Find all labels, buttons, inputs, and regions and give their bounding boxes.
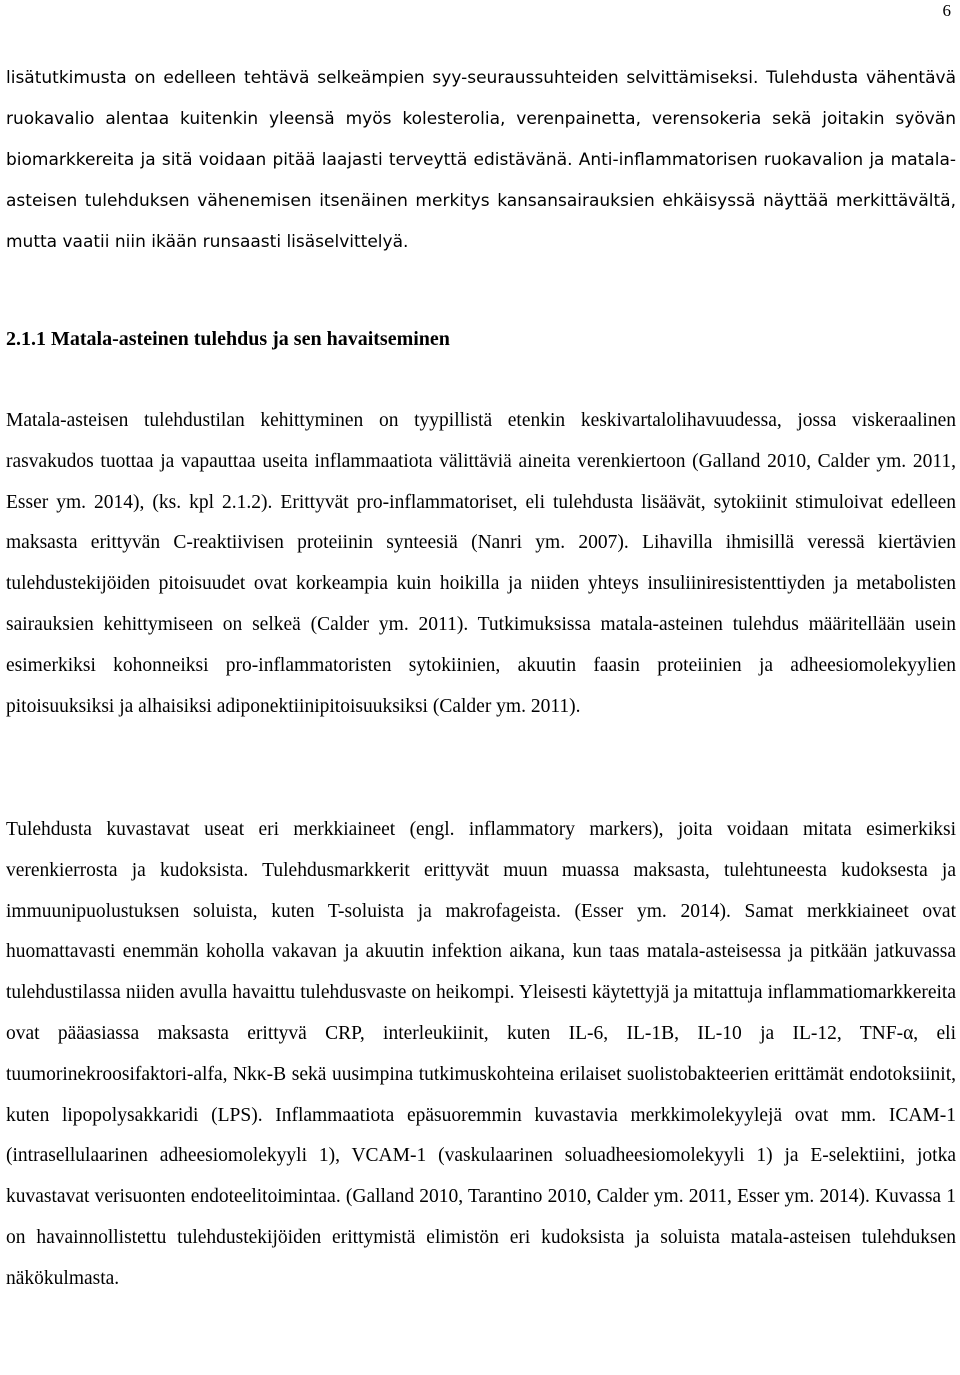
paragraph-inflammatory-markers: Tulehdusta kuvastavat useat eri merkkiaineet (engl. inflammatory markers), joita voidaan mitata esimerkiksi verenkierrosta ja kudoksista. Tulehdusmarkkerit erittyvät muun muassa maksasta, tulehtuneesta kudoksesta ja immuunipuolustuksen soluista, kuten T-soluista ja makrofageista. (Esser ym. 2014). Samat merkkiaineet ovat huomattavasti enemmän koholla vakavan ja akuutin infektion aikana, kun taas matala-asteisessa ja pitkään jatkuvassa tulehdustilassa niiden avulla havaittu tulehdusvaste on heikompi. Yleisesti käytettyjä ja mitattuja inflammatiomarkkereita ovat pääasiassa maksasta erittyvä CRP, interleukiinit, kuten IL-6, IL-1B, IL-10 ja IL-12, TNF-α, eli tuumorinekroosifaktori-alfa, Nkκ-B sekä uusimpina tutkimuskohteina erilaiset suolistobakteerien erittämät endotoksiinit, kuten lipopolysakkaridi (LPS). Inflammaatiota epäsuoremmin kuvastavia merkkimolekyylejä ovat mm. ICAM-1 (intrasellulaarinen adheesiomolekyyli 1), VCAM-1 (vaskulaarinen soluadheesiomolekyyli 1) ja E-selektiini, jotka kuvastavat verisuonten endoteelitoimintaa. (Galland 2010, Tarantino 2010, Calder ym. 2011, Esser ym. 2014). Kuvassa 1 on havainnollistettu tulehdustekijöiden erittymistä elimistön eri kudoksista ja soluista matala-asteisen tulehduksen näkökulmasta.: [6, 819, 956, 1289]
page-number: 6: [942, 1, 951, 20]
paragraph-intro: lisätutkimusta on edelleen tehtävä selkeämpien syy-seuraussuhteiden selvittämiseksi. Tulehdusta vähentävä ruokavalio alentaa kuitenkin yleensä myös kolesterolia, verenpainetta, verensokeria sekä joitakin syövän biomarkkereita ja sitä voidaan pitää laajasti terveyttä edistävänä. Anti-inflammatorisen ruokavalion ja matala-asteisen tulehduksen vähenemisen itsenäinen merkitys kansansairauksien ehkäisyssä näyttää merkittävältä, mutta vaatii niin ikään runsaasti lisäselvittelyä.: [6, 68, 956, 252]
paragraph-low-grade-inflammation: Matala-asteisen tulehdustilan kehittyminen on tyypillistä etenkin keskivartalolihavuudessa, jossa viskeraalinen rasvakudos tuottaa ja vapauttaa useita inflammaatiota välittäviä aineita verenkiertoon (Galland 2010, Calder ym. 2011, Esser ym. 2014), (ks. kpl 2.1.2). Erittyvät pro-inflammatoriset, eli tulehdusta lisäävät, sytokiinit stimuloivat edelleen maksasta erittyvän C-reaktiivisen proteiinin synteesiä (Nanri ym. 2007). Lihavilla ihmisillä veressä kiertävien tulehdustekijöiden pitoisuudet ovat korkeampia kuin hoikilla ja niiden yhteys insuliiniresistenttiyden ja metabolisten sairauksien kehittymiseen on selkeä (Calder ym. 2011). Tutkimuksissa matala-asteinen tulehdus määritellään usein esimerkiksi kohonneiksi pro-inflammatoristen sytokiinien, akuutin faasin proteiinien ja adheesiomolekyylien pitoisuuksiksi ja alhaisiksi adiponektiinipitoisuuksiksi (Calder ym. 2011).: [6, 410, 956, 717]
section-heading: 2.1.1 Matala-asteinen tulehdus ja sen havaitseminen: [6, 328, 450, 350]
